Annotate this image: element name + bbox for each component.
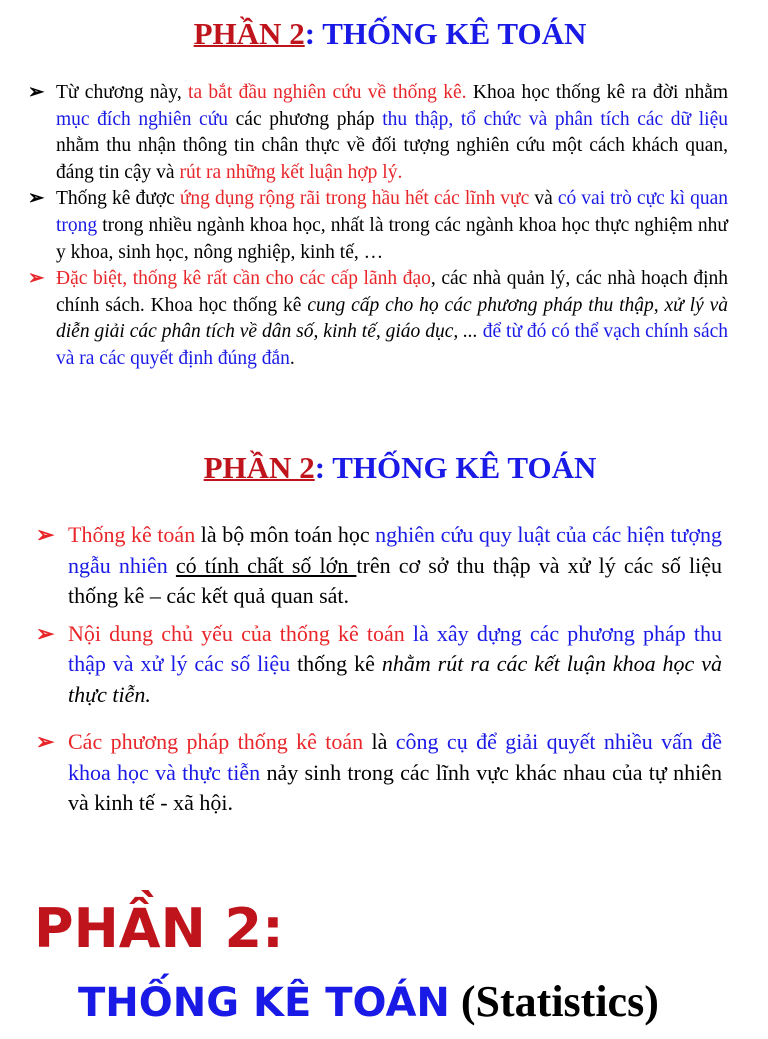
text-run: trong nhiều ngành khoa học, nhất là trong các ngành khoa học thực nghiệm như y khoa, sinh học, nông nghiệp, kinh tế, … <box>56 214 728 263</box>
text-run: nảy sinh trong các lĩnh vực khác nhau của tự nhiên và kinh tế - xã hội. <box>68 759 722 815</box>
arrow-bullet-icon: ➢ <box>28 188 45 210</box>
section-2-bullet-3 <box>36 727 722 819</box>
text-run <box>405 621 413 646</box>
section-1-title-part: PHẦN 2 <box>193 16 305 51</box>
section-3-heading: PHẦN 2: <box>34 897 284 960</box>
section-1-bullet-1 <box>28 80 728 186</box>
text-run: là xây dựng các phương pháp thu thập và xử lý các số liệu <box>68 620 723 676</box>
text-run: thu thập, tổ chức và phân tích các dữ liệu <box>382 108 728 130</box>
section-2-bullet-list <box>36 520 722 819</box>
section-3-subtitle-vi: THỐNG KÊ TOÁN <box>78 980 450 1026</box>
text-run: ta bắt đầu nghiên cứu về thống kê. <box>188 82 467 103</box>
bullet-text <box>56 268 728 369</box>
section-1-title <box>0 14 768 54</box>
section-3-subtitle <box>78 972 659 1039</box>
text-run: . <box>289 347 295 369</box>
section-2-title-name: THỐNG KÊ TOÁN <box>325 450 597 485</box>
text-run <box>168 553 176 578</box>
text-run: để từ đó có thể vạch chính sách và ra các quyết định đúng đắn <box>56 321 729 369</box>
arrow-bullet-icon: ➢ <box>28 268 45 290</box>
section-1-bullet-list <box>28 80 728 373</box>
text-run: nghiên cứu quy luật của các hiện tượng ngẫu nhiên <box>68 522 722 578</box>
bullet-text <box>68 621 722 707</box>
text-run: các phương pháp <box>228 108 383 130</box>
text-run: thống kê <box>290 651 382 676</box>
text-run: rút ra những kết luận hợp lý. <box>179 161 403 183</box>
section-2-bullet-1 <box>36 520 722 612</box>
text-run: Nội dung chủ yếu của thống kê toán <box>68 620 405 646</box>
section-1-bullet-3 <box>28 266 728 372</box>
section-2-title-colon: : <box>314 450 326 485</box>
text-run: mục đích nghiên cứu <box>56 108 229 130</box>
section-2-title-part: PHẦN 2 <box>203 450 315 485</box>
bullet-text <box>56 82 728 183</box>
text-run: là <box>363 729 396 754</box>
arrow-bullet-icon: ➢ <box>36 729 55 754</box>
arrow-bullet-icon: ➢ <box>36 620 55 646</box>
arrow-bullet-icon: ➢ <box>28 82 45 103</box>
section-2-bullet-2 <box>36 619 722 711</box>
text-run: và <box>529 188 558 210</box>
bullet-text <box>68 729 722 815</box>
section-1-bullet-2 <box>28 186 728 266</box>
text-run: cung cấp cho họ các phương pháp thu thập, xử lý và diễn giải các phân tích về dân số, kinh tế, giáo dục, ... <box>56 294 729 343</box>
text-run: là bộ môn toán học <box>195 522 376 547</box>
section-1-title-colon: : <box>304 16 316 51</box>
section-2-title <box>0 448 768 488</box>
text-run: nhằm thu nhận thông tin chân thực về đối tượng nghiên cứu một cách khách quan, đáng tin cậy và <box>56 135 728 183</box>
text-run: Thống kê được <box>56 188 180 210</box>
text-run: ứng dụng rộng rãi trong hầu hết các lĩnh vực <box>179 188 530 210</box>
text-run: , các nhà quản lý, các nhà hoạch định chính sách. Khoa học thống kê <box>56 268 728 316</box>
text-run: nhằm rút ra các kết luận khoa học và thực tiễn. <box>68 651 722 707</box>
text-run: Khoa học thống kê ra đời nhằm <box>466 82 729 103</box>
text-run: có tính chất số lớn <box>175 552 357 578</box>
text-run: công cụ để giải quyết nhiều vấn đề khoa học và thực tiễn <box>68 729 722 785</box>
text-run: Các phương pháp thống kê toán <box>68 729 364 754</box>
section-3-subtitle-en: (Statistics) <box>449 977 659 1026</box>
bullet-text <box>56 188 728 262</box>
text-run: trên cơ sở thu thập và xử lý các số liệu thống kê – các kết quả quan sát. <box>68 552 722 608</box>
arrow-bullet-icon: ➢ <box>36 522 55 547</box>
section-1-title-name: THỐNG KÊ TOÁN <box>315 16 587 51</box>
text-run: Thống kê toán <box>68 522 196 547</box>
text-run: có vai trò cực kì quan trọng <box>56 188 729 236</box>
bullet-text <box>68 522 722 608</box>
text-run: Đặc biệt, thống kê rất cần cho các cấp lãnh đạo <box>56 268 431 290</box>
text-run: Từ chương này, <box>56 82 189 103</box>
